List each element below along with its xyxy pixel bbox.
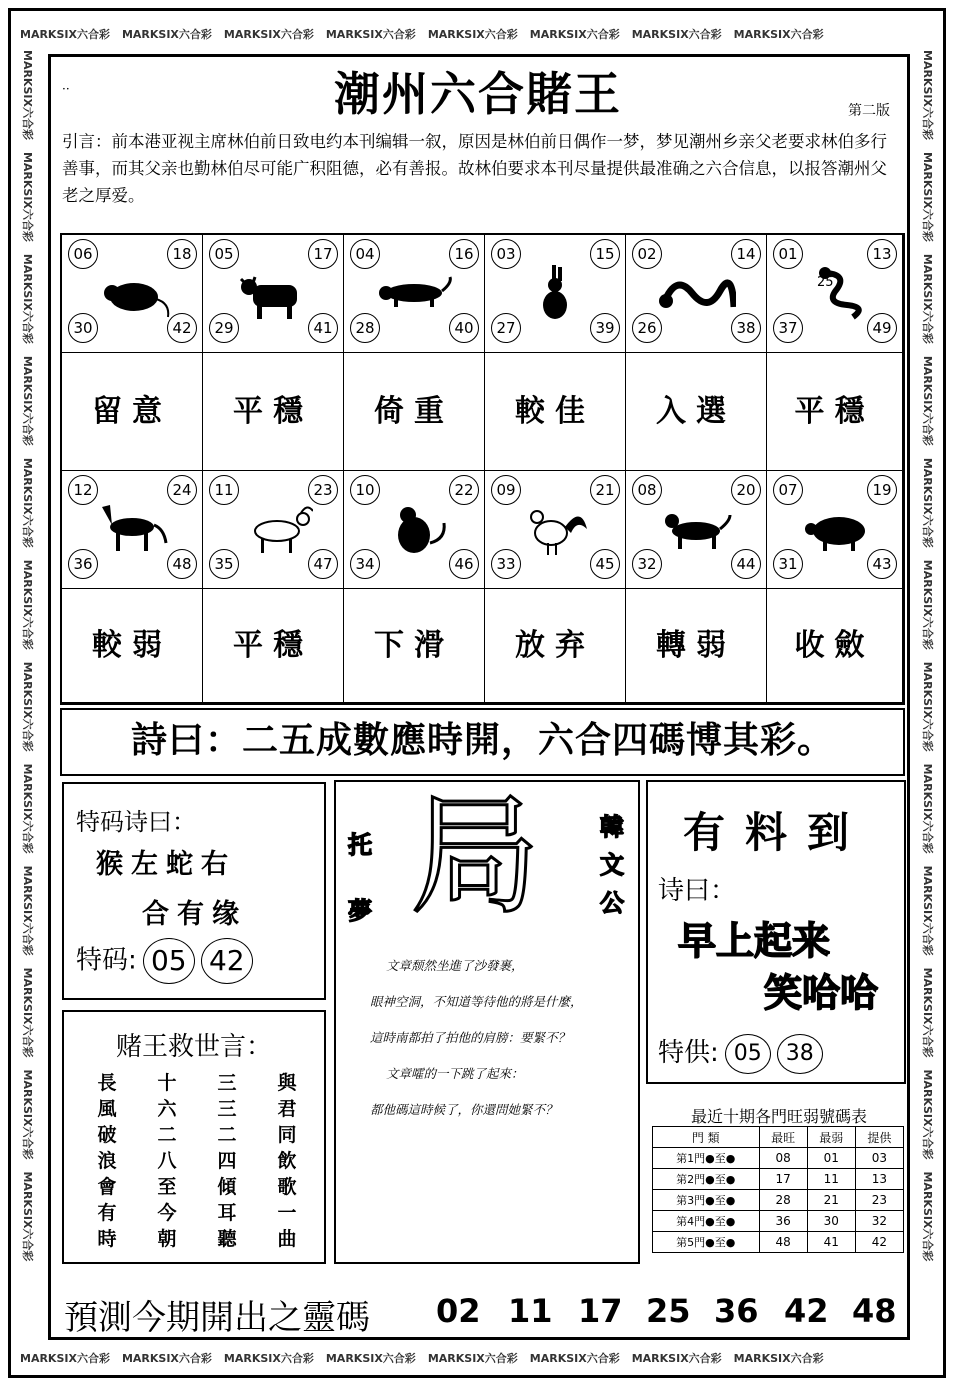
border-watermark: MARKSIX六合彩 [21,763,34,854]
zodiac-number: 37 [773,313,803,343]
zodiac-cell [203,471,344,589]
border-watermark: MARKSIX六合彩 [21,50,34,140]
table-cell-hot: 36 [759,1211,807,1232]
saviour-column [272,1070,302,1252]
saviour-char: 飲 [277,1150,297,1172]
table-cell-offer: 03 [855,1148,903,1169]
table-cell-offer: 42 [855,1232,903,1253]
border-watermark: MARKSIX六合彩 [921,559,934,650]
zodiac-cell [767,471,903,589]
zodiac-word: 平穩 [233,628,313,663]
saviour-char: 二 [217,1124,237,1146]
saviour-char: 長 [97,1072,117,1094]
border-watermark: MARKSIX六合彩 [921,253,934,344]
zodiac-word: 平穩 [233,394,313,429]
story-lines [366,948,636,1128]
border-watermark: MARKSIX六合彩 [223,28,314,41]
poem-bar: 詩曰：二五成數應時開，六合四碼博其彩。 [60,708,905,776]
zodiac-word-cell [62,353,203,471]
saviour-char: 與 [277,1072,297,1094]
zodiac-extra-number: 25 [817,275,834,290]
zodiac-word: 下滑 [374,628,454,663]
prediction-number: 17 [578,1292,623,1330]
saviour-char: 今 [157,1202,177,1224]
zodiac-number: 19 [867,475,897,505]
zodiac-number: 28 [350,313,380,343]
zodiac-cell [767,235,903,353]
youliao-box [646,780,906,1084]
zodiac-cell [485,471,626,589]
zodiac-number: 06 [68,239,98,269]
tema-label: 特码诗曰： [76,808,196,836]
table-row [653,1169,904,1190]
zodiac-word-cell [767,353,903,471]
saviour-char: 二 [157,1124,177,1146]
zodiac-number: 23 [308,475,338,505]
zodiac-number: 12 [68,475,98,505]
zodiac-number: 16 [449,239,479,269]
rat-icon [92,263,172,323]
zodiac-number: 39 [590,313,620,343]
zodiac-number: 43 [867,549,897,579]
table-cell-door: 第2門●至● [653,1169,760,1190]
zodiac-number: 36 [68,549,98,579]
table-header-cell: 門 類 [653,1127,760,1148]
zodiac-number: 30 [68,313,98,343]
big-ju-char: 局 [410,780,541,932]
recent-table [652,1126,904,1253]
border-watermark: MARKSIX六合彩 [21,559,34,650]
zodiac-cell [626,471,767,589]
zodiac-word-cell [485,353,626,471]
table-header-row [653,1127,904,1148]
table-cell-hot: 28 [759,1190,807,1211]
table-row [653,1148,904,1169]
saviour-columns [84,1070,314,1260]
border-watermark: MARKSIX六合彩 [21,661,34,752]
snake-icon [797,263,877,323]
zodiac-word-cell [203,353,344,471]
zodiac-number: 41 [308,313,338,343]
zodiac-word: 較弱 [92,628,172,663]
zodiac-cell [62,235,203,353]
story-line: 都他碼這時候了，你還問她緊不？ [370,1102,558,1117]
border-watermark: MARKSIX六合彩 [20,28,110,41]
saviour-char: 君 [277,1098,297,1120]
center-word-char: 韓 [600,813,624,841]
story-line: 眼神空洞，不知道等待他的將是什麼， [370,994,583,1009]
zodiac-cell [344,235,485,353]
zodiac-number: 20 [731,475,761,505]
zodiac-cell [203,235,344,353]
saviour-char: 風 [97,1098,117,1120]
zodiac-word-cell [344,589,485,703]
border-watermark: MARKSIX六合彩 [733,28,824,41]
border-band-top [20,26,936,44]
zodiac-number: 44 [731,549,761,579]
zodiac-word-cell [62,589,203,703]
zodiac-grid [60,233,905,705]
table-header-cell: 提供 [855,1127,903,1148]
border-watermark: MARKSIX六合彩 [631,1352,722,1365]
border-watermark: MARKSIX六合彩 [325,1352,416,1365]
zodiac-number: 14 [731,239,761,269]
zodiac-number: 01 [773,239,803,269]
zodiac-word: 留意 [92,394,172,429]
zodiac-number: 32 [632,549,662,579]
border-watermark: MARKSIX六合彩 [529,28,620,41]
border-watermark: MARKSIX六合彩 [921,865,934,956]
zodiac-word: 入選 [656,394,736,429]
border-watermark: MARKSIX六合彩 [921,50,934,140]
table-cell-door: 第3門●至● [653,1190,760,1211]
tema-line1: 猴左蛇右 [96,849,236,880]
tegong-number-2: 38 [777,1034,823,1074]
tema-code-label: 特码: [76,945,137,976]
border-watermark: MARKSIX六合彩 [21,1069,34,1160]
zodiac-number: 21 [590,475,620,505]
zodiac-word: 平穩 [794,394,875,429]
saviour-char: 歌 [277,1176,297,1198]
border-watermark: MARKSIX六合彩 [921,1171,934,1262]
zodiac-word-cell [626,353,767,471]
tema-number-2: 42 [201,938,253,984]
saviour-char: 傾 [217,1176,237,1198]
zodiac-number: 34 [350,549,380,579]
zodiac-word: 倚重 [374,394,454,429]
border-watermark: MARKSIX六合彩 [921,457,934,548]
story-line: 這時南都拍了拍他的肩膀：要緊不？ [370,1030,571,1045]
rooster-icon [515,499,595,559]
zodiac-word-cell [203,589,344,703]
saviour-char: 耳 [217,1202,237,1224]
prediction-number: 11 [508,1292,553,1330]
zodiac-number: 33 [491,549,521,579]
zodiac-number: 49 [867,313,897,343]
tema-line2: 合有缘 [142,899,247,930]
prediction-label: 預測今期開出之靈碼 [64,1298,370,1338]
zodiac-word-cell [626,589,767,703]
saviour-char: 破 [97,1124,117,1146]
saviour-char: 朝 [157,1228,177,1250]
edition-label: 第二版 [848,103,890,119]
center-word-char: 公 [600,889,624,917]
zodiac-number: 40 [449,313,479,343]
table-cell-door: 第4門●至● [653,1211,760,1232]
youliao-poem-label: 诗曰： [658,876,737,906]
saviour-char: 十 [157,1072,177,1094]
zodiac-word-cell [767,589,903,703]
center-story-box [334,780,640,1264]
youliao-line2: 笑哈哈 [764,971,879,1015]
prediction-number: 25 [646,1292,691,1330]
zodiac-number: 38 [731,313,761,343]
rabbit-icon [515,263,595,323]
zodiac-number: 18 [167,239,197,269]
border-watermark: MARKSIX六合彩 [121,28,212,41]
table-cell-cold: 41 [807,1232,855,1253]
zodiac-number: 46 [449,549,479,579]
table-cell-hot: 48 [759,1232,807,1253]
header-dots: ·· [62,82,70,96]
border-watermark: MARKSIX六合彩 [921,151,934,242]
zodiac-number: 45 [590,549,620,579]
zodiac-word-cell [344,353,485,471]
table-cell-offer: 32 [855,1211,903,1232]
saviour-char: 三 [217,1098,237,1120]
zodiac-number: 09 [491,475,521,505]
border-watermark: MARKSIX六合彩 [631,28,722,41]
zodiac-number: 03 [491,239,521,269]
prediction-number: 48 [852,1292,897,1330]
table-header-cell: 最旺 [759,1127,807,1148]
zodiac-word: 轉弱 [656,628,736,663]
border-watermark: MARKSIX六合彩 [325,28,416,41]
zodiac-number: 22 [449,475,479,505]
prediction-number: 02 [436,1292,481,1330]
center-word-char: 夢 [348,897,372,925]
youliao-title: 有料到 [682,808,869,857]
border-watermark: MARKSIX六合彩 [921,661,934,752]
border-band-left [14,50,36,1340]
zodiac-number: 05 [209,239,239,269]
ox-icon [233,263,313,323]
prediction-number: 36 [714,1292,759,1330]
saviour-char: 會 [97,1176,117,1198]
zodiac-number: 48 [167,549,197,579]
center-word-char: 文 [600,851,624,879]
center-word-char: 托 [348,831,372,859]
border-watermark: MARKSIX六合彩 [921,355,934,446]
zodiac-word-cell [485,589,626,703]
border-watermark: MARKSIX六合彩 [21,865,34,956]
zodiac-number: 47 [308,549,338,579]
tema-box [62,782,326,1000]
saviour-title: 赌王救世言： [115,1032,272,1062]
border-band-right [914,50,936,1340]
border-watermark: MARKSIX六合彩 [21,457,34,548]
border-watermark: MARKSIX六合彩 [921,763,934,854]
saviour-char: 同 [277,1124,297,1146]
zodiac-number: 13 [867,239,897,269]
zodiac-number: 08 [632,475,662,505]
border-watermark: MARKSIX六合彩 [121,1352,212,1365]
tema-number-1: 05 [143,938,195,984]
border-watermark: MARKSIX六合彩 [427,1352,518,1365]
horse-icon [92,499,172,559]
border-band-bottom [20,1350,936,1368]
zodiac-number: 24 [167,475,197,505]
zodiac-cell [626,235,767,353]
saviour-column [92,1070,122,1252]
table-cell-offer: 13 [855,1169,903,1190]
saviour-char: 六 [157,1098,177,1120]
border-watermark: MARKSIX六合彩 [733,1352,824,1365]
tegong-numbers [658,1032,823,1074]
saviour-char: 一 [277,1202,297,1224]
zodiac-word: 放弃 [515,628,595,663]
saviour-box [62,1010,326,1264]
border-watermark: MARKSIX六合彩 [427,28,518,41]
pig-icon [797,499,877,559]
table-cell-door: 第1門●至● [653,1148,760,1169]
monkey-icon [374,499,454,559]
table-cell-cold: 11 [807,1169,855,1190]
saviour-char: 四 [217,1150,237,1172]
table-row [653,1211,904,1232]
tema-numbers [76,938,253,984]
tegong-number-1: 05 [725,1034,771,1074]
border-watermark: MARKSIX六合彩 [20,1352,110,1365]
zodiac-number: 10 [350,475,380,505]
zodiac-number: 27 [491,313,521,343]
border-watermark: MARKSIX六合彩 [21,967,34,1058]
border-watermark: MARKSIX六合彩 [21,253,34,344]
zodiac-cell [485,235,626,353]
prediction-number: 42 [784,1292,829,1330]
dragon-icon [656,263,736,323]
zodiac-number: 11 [209,475,239,505]
zodiac-number: 04 [350,239,380,269]
table-header-cell: 最弱 [807,1127,855,1148]
border-watermark: MARKSIX六合彩 [21,1171,34,1262]
border-watermark: MARKSIX六合彩 [529,1352,620,1365]
table-row [653,1232,904,1253]
table-cell-offer: 23 [855,1190,903,1211]
saviour-char: 浪 [97,1150,117,1172]
table-cell-door: 第5門●至● [653,1232,760,1253]
saviour-column [212,1070,242,1252]
zodiac-number: 17 [308,239,338,269]
border-watermark: MARKSIX六合彩 [21,151,34,242]
zodiac-number: 29 [209,313,239,343]
border-watermark: MARKSIX六合彩 [21,355,34,446]
han-wen-gong-word [592,808,632,922]
saviour-char: 至 [157,1176,177,1198]
saviour-column [152,1070,182,1252]
recent-table-wrap [652,1126,904,1253]
youliao-line1: 早上起来 [678,919,831,963]
zodiac-number: 02 [632,239,662,269]
saviour-char: 八 [157,1150,177,1172]
saviour-char: 曲 [277,1228,297,1250]
zodiac-word: 較佳 [515,394,595,429]
table-row [653,1190,904,1211]
story-line: 文章颓然坐進了沙發裹， [386,958,524,973]
table-cell-hot: 17 [759,1169,807,1190]
border-watermark: MARKSIX六合彩 [921,1069,934,1160]
zodiac-number: 07 [773,475,803,505]
zodiac-cell [344,471,485,589]
table-cell-hot: 08 [759,1148,807,1169]
zodiac-number: 42 [167,313,197,343]
zodiac-word: 收斂 [794,628,875,663]
zodiac-cell [62,471,203,589]
tegong-label: 特供: [658,1038,719,1068]
dog-icon [656,499,736,559]
saviour-char: 三 [217,1072,237,1094]
recent-table-title: 最近十期各門旺弱號碼表 [690,1107,867,1126]
tiger-icon [374,263,454,323]
zodiac-number: 15 [590,239,620,269]
saviour-char: 聽 [217,1228,237,1250]
goat-icon [233,499,313,559]
saviour-char: 時 [97,1228,117,1250]
zodiac-number: 31 [773,549,803,579]
table-cell-cold: 01 [807,1148,855,1169]
page-title: 潮州六合賭王 [334,67,622,121]
intro-text: 引言：前本港亚视主席林伯前日致电约本刊编辑一叙，原因是林伯前日偶作一梦，梦见潮州乡亲父老要求林伯多行善事，而其父亲也勤林伯尽可能广积阻德，必有善报。故林伯要求本刊尽量提供最准确之六合信息，以报答潮州父老之厚爱。 [62,132,887,205]
story-line: 文章嚯的一下跳了起來： [386,1066,524,1081]
table-cell-cold: 21 [807,1190,855,1211]
border-watermark: MARKSIX六合彩 [223,1352,314,1365]
table-cell-cold: 30 [807,1211,855,1232]
tuo-meng-word [340,812,380,944]
zodiac-number: 35 [209,549,239,579]
zodiac-number: 26 [632,313,662,343]
saviour-char: 有 [97,1202,117,1224]
border-watermark: MARKSIX六合彩 [921,967,934,1058]
